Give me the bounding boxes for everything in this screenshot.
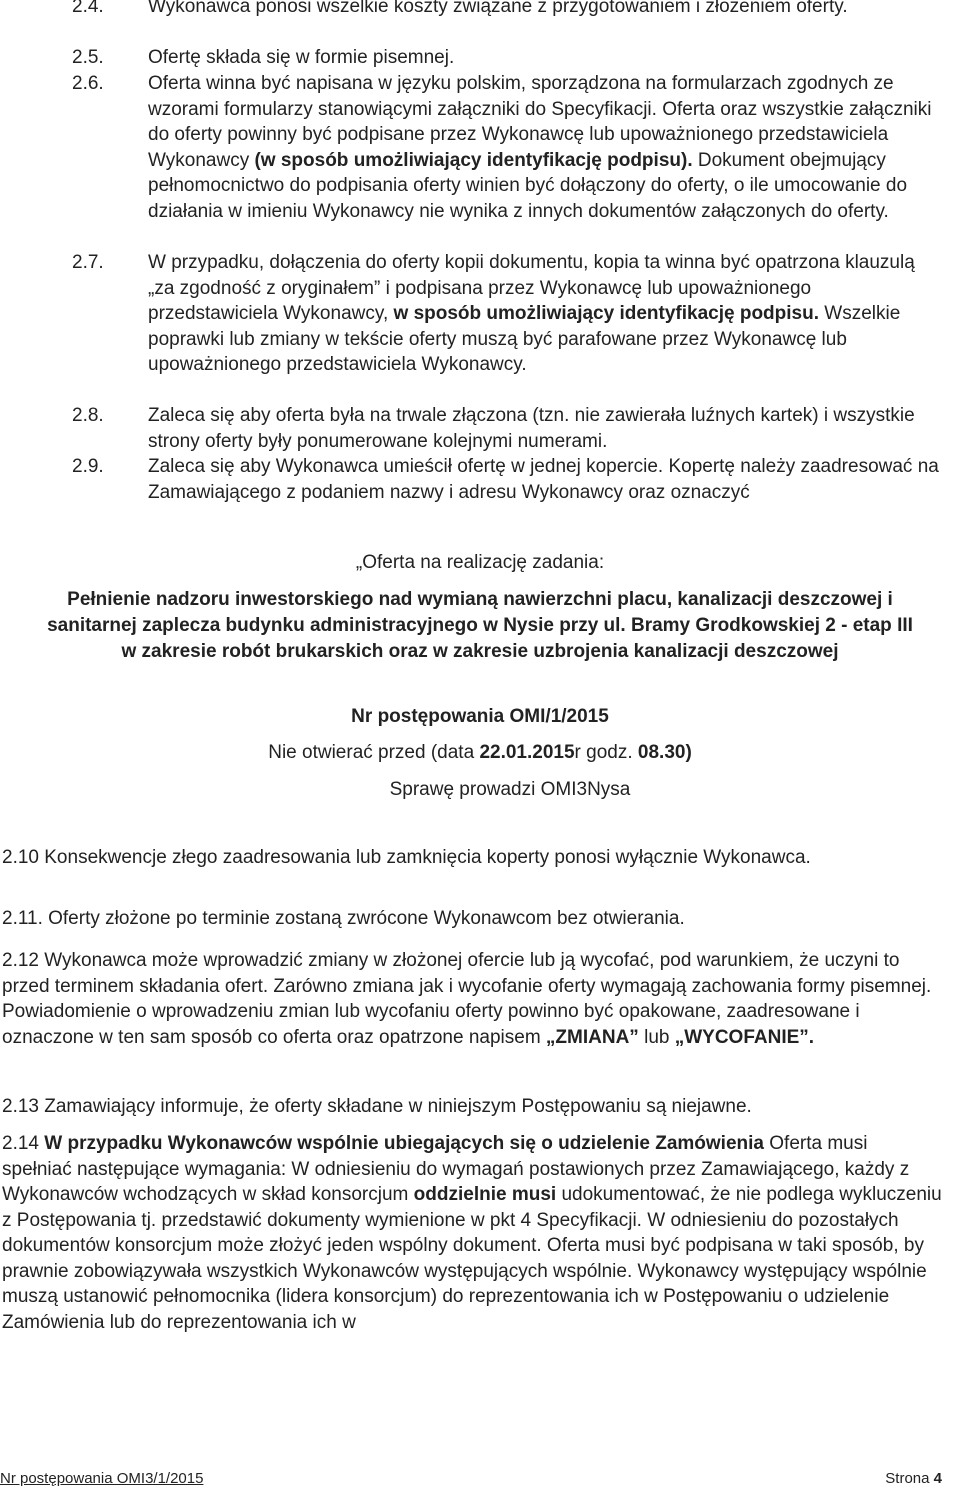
list-item-2-6 — [72, 71, 944, 224]
list-item-2-4 — [72, 0, 944, 20]
do-not-open-notice: Nie otwierać przed (data 22.01.2015r godz. 08.30) — [268, 742, 692, 763]
envelope-subject: Pełnienie nadzoru inwestorskiego nad wymianą nawierzchni placu, kanalizacji deszczowej i sanitarnej zaplecza budynku administracyjnego w Nysie przy ul. Bramy Grodkowskiej 2 - etap III w zakresie robót brukarskich oraz w zakresie uzbrojenia kanalizacji deszczowej — [47, 589, 913, 662]
paragraph-2-13: 2.13 Zamawiający informuje, że oferty składane w niniejszym Postępowaniu są niejawne. — [2, 1096, 752, 1117]
list-item-2-8 — [72, 403, 944, 454]
item-text: Zaleca się aby Wykonawca umieścił ofertę w jednej kopercie. Kopertę należy zaadresować na Zamawiającego z podaniem nazwy i adresu Wykonawcy oraz oznaczyć — [148, 456, 939, 503]
list-item-2-5 — [72, 45, 944, 71]
item-text: Wykonawca ponosi wszelkie koszty związane z przygotowaniem i złożeniem oferty. — [148, 0, 848, 17]
paragraph-2-12: 2.12 Wykonawca może wprowadzić zmiany w złożonej ofercie lub ją wycofać, pod warunkiem, że uczyni to przed terminem składania ofert. Zarówno zmiana jak i wycofanie oferty wymagają zachowania formy pisemnej. Powiadomienie o wprowadzeniu zmian lub wycofaniu oferty powinno być opakowane, zaadresowane i oznaczone w ten sam sposób co oferta oraz opatrzone napisem „ZMIANA” lub „WYCOFANIE”. — [2, 950, 932, 1048]
handled-by: Sprawę prowadzi OMI3Nysa — [389, 779, 631, 800]
case-number: Nr postępowania OMI/1/2015 — [351, 706, 609, 727]
envelope-heading: „Oferta na realizację zadania: — [355, 552, 605, 573]
item-text: W przypadku, dołączenia do oferty kopii dokumentu, kopia ta winna być opatrzona klauzulą „za zgodność z oryginałem” i podpisana przez Wykonawcę lub upoważnionego przedstawiciela Wykonawcy, w sposób umożliwiający identyfikację podpisu. Wszelkie poprawki lub zmiany w tekście oferty muszą być parafowane przez Wykonawcę lub upoważnionego przedstawiciela Wykonawcy. — [148, 252, 915, 375]
paragraph-2-10: 2.10 Konsekwencje złego zaadresowania lub zamknięcia koperty ponosi wyłącznie Wykonawca. — [2, 847, 811, 868]
item-number: 2.5. — [72, 47, 104, 68]
paragraph-2-11: 2.11. Oferty złożone po terminie zostaną zwrócone Wykonawcom bez otwierania. — [2, 908, 685, 929]
item-number: 2.9. — [72, 456, 104, 477]
item-number: 2.6. — [72, 73, 104, 94]
list-item-2-7 — [72, 250, 944, 378]
item-text: Ofertę składa się w formie pisemnej. — [148, 47, 455, 68]
footer-page-number: Strona 4 — [885, 1470, 942, 1487]
item-number: 2.7. — [72, 252, 104, 273]
item-number: 2.8. — [72, 405, 104, 426]
list-item-2-9 — [72, 454, 944, 505]
item-text: Zaleca się aby oferta była na trwale złączona (tzn. nie zawierała luźnych kartek) i wszystkie strony oferty były ponumerowane kolejnymi numerami. — [148, 405, 915, 452]
paragraph-2-14: 2.14 W przypadku Wykonawców wspólnie ubiegających się o udzielenie Zamówienia Oferta musi spełniać następujące wymagania: W odniesieniu do wymagań postawionych przez Zamawiającego, każdy z Wykonawców wchodzących w skład konsorcjum oddzielnie musi udokumentować, że nie podlega wykluczeniu z Postępowania tj. przedstawić dokumenty wymienione w pkt 4 Specyfikacji. W odniesieniu do pozostałych dokumentów konsorcjum może złożyć jeden wspólny dokument. Oferta musi być podpisana w taki sposób, by prawnie zobowiązywała wszystkich Wykonawców występujących wspólnie. Wykonawcy występujący wspólnie muszą ustanowić pełnomocnika (lidera konsorcjum) do reprezentowania ich w Postępowaniu o udzielenie Zamówienia lub do reprezentowania ich w — [2, 1133, 942, 1333]
item-text: Oferta winna być napisana w języku polskim, sporządzona na formularzach zgodnych ze wzorami formularzy stanowiącymi załączniki do Specyfikacji. Oferta oraz wszystkie załączniki do oferty powinny być podpisane przez Wykonawcę lub upoważnionego przedstawiciela Wykonawcy (w sposób umożliwiający identyfikację podpisu). Dokument obejmujący pełnomocnictwo do podpisania oferty winien być dołączony do oferty, o ile umocowanie do działania w imieniu Wykonawcy nie wynika z innych dokumentów załączonych do oferty. — [148, 73, 932, 222]
item-number: 2.4. — [72, 0, 104, 17]
footer-case-number: Nr postępowania OMI3/1/2015 — [0, 1470, 204, 1487]
